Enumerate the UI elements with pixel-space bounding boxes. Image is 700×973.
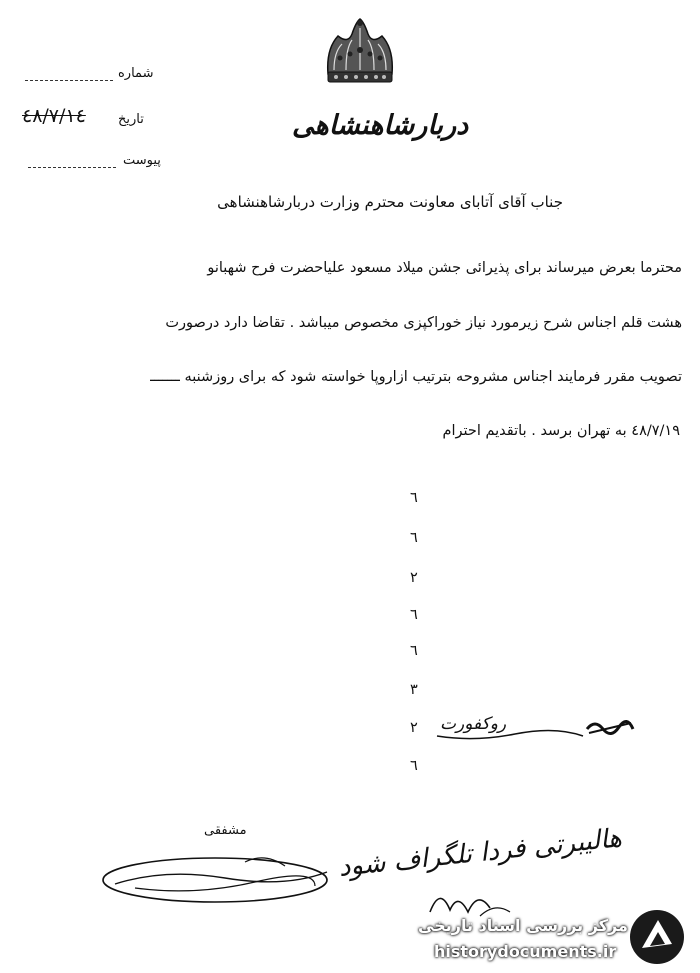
body-line-4: ٤٨/٧/١٩ به تهران برسد . باتقدیم احترام bbox=[442, 423, 680, 439]
item-qty-number: ٢ bbox=[410, 570, 418, 586]
attachment-line bbox=[28, 167, 116, 168]
signature-scribble bbox=[95, 848, 340, 908]
handwritten-note-item7: روکفورت bbox=[440, 714, 507, 734]
archive-logo-icon bbox=[628, 908, 686, 966]
body-line-3: تصویب مقرر فرمایند اجناس مشروحه بترتیب ازاروپا خواسته شود که برای روزشنبه ـــــــ bbox=[150, 369, 682, 385]
imperial-crown-emblem bbox=[320, 14, 400, 92]
item-qty-number: ٦ bbox=[410, 758, 418, 774]
item-qty-number: ٦ bbox=[410, 643, 418, 659]
item-qty-number: ٦ bbox=[410, 607, 418, 623]
body-line-1: محترما بعرض میرساند برای پذیرائی جشن میلاد مسعود علیاحضرت فرح شهبانو bbox=[207, 260, 682, 276]
attachment-label: پیوست bbox=[123, 153, 161, 168]
addressee: جناب آقای آتابای معاونت محترم وزارت دربارشاهنشاهی bbox=[217, 193, 563, 211]
number-label: شماره bbox=[118, 66, 154, 81]
handwritten-underline bbox=[435, 728, 585, 744]
item-qty-number: ٢ bbox=[410, 720, 418, 736]
signatory-name: مشفقی bbox=[204, 823, 247, 838]
item-qty-number: ٦ bbox=[410, 490, 418, 506]
court-title: دربارشاهنشاهی bbox=[292, 110, 469, 141]
crossed-out-scribble bbox=[585, 717, 635, 739]
watermark-org-name: مرکز بررسی اسناد تاریخی bbox=[418, 916, 628, 935]
item-qty-number: ٦ bbox=[410, 530, 418, 546]
body-line-2: هشت قلم اجناس شرح زیرمورد نیاز خوراکپزی مخصوص میباشد . تقاضا دارد درصورت bbox=[165, 315, 682, 331]
date-value: ٤٨/٧/١٤ bbox=[22, 105, 86, 127]
number-line bbox=[25, 80, 113, 81]
date-label: تاریخ bbox=[118, 112, 144, 127]
watermark-url: historydocuments.ir bbox=[434, 942, 617, 961]
handwritten-note: هالیبرتی فردا تلگراف شود bbox=[337, 823, 624, 883]
item-qty-number: ٣ bbox=[410, 682, 418, 698]
